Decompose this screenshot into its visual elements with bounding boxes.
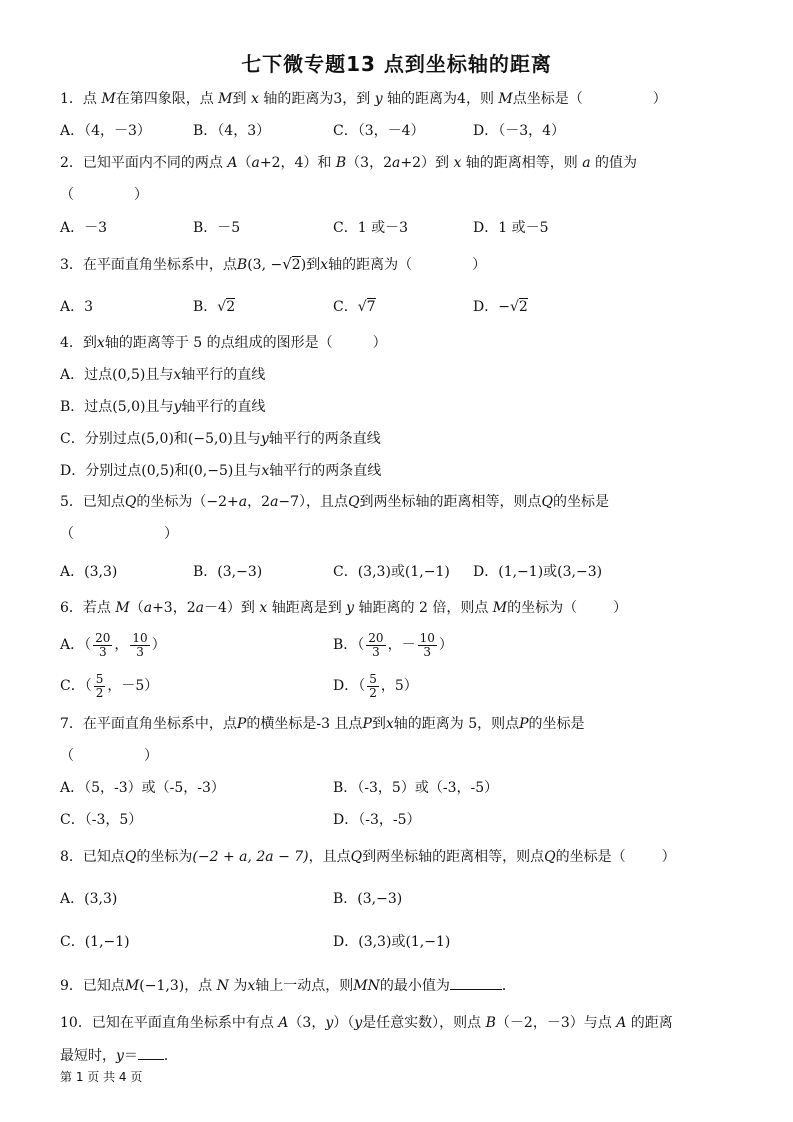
math-expr: (3,3) xyxy=(84,891,118,907)
option-text: ， xyxy=(114,637,129,653)
option-b xyxy=(60,397,265,417)
option-text: 或 xyxy=(543,564,558,580)
question-text: +2，4）和 xyxy=(259,155,336,171)
option-label: A． xyxy=(60,564,85,580)
question-text: 的坐标为（ xyxy=(507,600,578,616)
var-a: a xyxy=(238,494,248,510)
var-Q: Q xyxy=(124,849,137,865)
question-text: －4）到 xyxy=(203,600,260,616)
question-text: ，且点 xyxy=(308,849,351,865)
math-expr: (1,−1) xyxy=(405,934,451,950)
var-A: A xyxy=(227,155,238,171)
var-x: x xyxy=(385,716,394,732)
numerator: 20 xyxy=(95,630,111,645)
question-text: 点坐标是（ xyxy=(512,91,583,107)
var-x: x xyxy=(247,978,256,994)
math-expr: (1,−1) xyxy=(404,564,450,580)
math-expr: (0,−5) xyxy=(188,463,234,479)
question-number: 2． xyxy=(60,155,83,171)
question-4 xyxy=(60,333,387,353)
question-2-paren xyxy=(60,185,148,205)
option-c: C．（3，－4） xyxy=(333,123,425,139)
math-expr: 2 xyxy=(518,299,528,315)
question-text: 的最小值为 xyxy=(379,978,450,994)
math-expr: (5,0) xyxy=(112,399,146,415)
fill-blank xyxy=(138,1045,164,1060)
question-text: （ xyxy=(60,748,74,764)
question-text: （－2，－3）与点 xyxy=(495,1015,617,1031)
var-A: A xyxy=(616,1015,627,1031)
var-Q: Q xyxy=(544,849,556,865)
fraction xyxy=(367,673,379,700)
question-text: 轴的距离为4，则 xyxy=(382,91,499,107)
question-text: ） xyxy=(613,600,628,616)
question-number: 7． xyxy=(60,716,83,732)
option-label: B． xyxy=(193,299,218,315)
question-number: 6． xyxy=(60,600,83,616)
math-expr: 2 xyxy=(291,257,301,273)
var-M: M xyxy=(492,600,508,616)
question-text: 已知点 xyxy=(82,494,125,510)
question-text: 在第四象限，点 xyxy=(115,91,219,107)
question-text: ） xyxy=(134,187,148,203)
option-d: D．（-3，-5） xyxy=(333,812,421,828)
math-expr: (3,−3) xyxy=(557,564,603,580)
var-Q: Q xyxy=(348,494,360,510)
option-a: A．（4，－3） xyxy=(60,123,151,139)
question-text: ）（ xyxy=(333,1015,355,1031)
option-c xyxy=(60,429,381,449)
question-7 xyxy=(60,714,585,734)
var-Q: Q xyxy=(350,849,363,865)
option-d xyxy=(333,932,450,952)
option-label: C． xyxy=(60,934,85,950)
sqrt-icon: √ xyxy=(217,299,227,315)
option-label: D．（ xyxy=(333,678,366,694)
question-text: 的坐标是 xyxy=(553,494,610,510)
option-text: 且与 xyxy=(145,399,174,415)
numerator: 5 xyxy=(95,671,104,686)
question-text: 已知在平面直角坐标系中有点 xyxy=(91,1015,279,1031)
question-text: +3，2 xyxy=(152,600,196,616)
question-text: 为 xyxy=(228,978,248,994)
option-label: C． xyxy=(333,299,358,315)
var-M: M xyxy=(124,978,140,994)
var-y: y xyxy=(260,431,269,447)
question-text: 轴距离是到 xyxy=(267,600,347,616)
question-text: ） xyxy=(472,257,487,273)
var-MN: MN xyxy=(353,978,380,994)
math-expr: (−2 + a, 2a − 7) xyxy=(192,849,309,865)
option-c xyxy=(333,297,376,317)
question-text: ． xyxy=(501,978,516,994)
question-number: 4． xyxy=(60,335,83,351)
var-y: y xyxy=(346,600,355,616)
question-text: 的横坐标是-3 且点 xyxy=(246,716,363,732)
option-d xyxy=(473,297,528,317)
question-number: 9． xyxy=(60,978,83,994)
question-text: −7），且点 xyxy=(278,494,349,510)
question-text: 已知平面内不同的两点 xyxy=(82,155,228,171)
var-x: x xyxy=(96,335,105,351)
option-label: C．（ xyxy=(60,678,92,694)
question-2 xyxy=(60,153,637,173)
var-B: B xyxy=(236,257,248,273)
option-text: B．过点 xyxy=(60,399,113,415)
var-x: x xyxy=(453,155,462,171)
math-expr: (1,−1) xyxy=(84,934,130,950)
option-b xyxy=(333,630,453,660)
question-text: 的坐标为（−2+ xyxy=(136,494,239,510)
question-text: 点 xyxy=(82,91,102,107)
math-expr: (0,5) xyxy=(141,463,175,479)
fraction xyxy=(94,673,106,700)
option-label: B． xyxy=(333,891,358,907)
question-text: 轴的距离为（ xyxy=(328,257,413,273)
question-6 xyxy=(60,598,627,618)
option-a: A．3 xyxy=(60,299,94,315)
question-text: （3，2 xyxy=(346,155,392,171)
page-title: 七下微专题13 点到坐标轴的距离 xyxy=(241,52,552,76)
option-label: D． xyxy=(333,934,359,950)
var-P: P xyxy=(519,716,529,732)
var-y: y xyxy=(173,399,182,415)
math-expr: (0,5) xyxy=(112,367,146,383)
var-M: M xyxy=(101,91,116,107)
option-c xyxy=(60,671,158,701)
numerator: 10 xyxy=(132,630,148,645)
option-text: 和 xyxy=(173,431,188,447)
question-text: ． xyxy=(163,1048,178,1064)
denominator: 3 xyxy=(98,644,107,659)
var-x: x xyxy=(173,367,182,383)
var-a: a xyxy=(582,155,591,171)
question-text: （ xyxy=(129,600,144,616)
question-5 xyxy=(60,492,609,512)
option-a xyxy=(60,562,117,582)
option-text: A．过点 xyxy=(60,367,113,383)
var-x: x xyxy=(261,463,270,479)
var-a: a xyxy=(391,155,401,171)
question-text: 在平面直角坐标系中，点 xyxy=(82,257,237,273)
option-text: ） xyxy=(438,637,453,653)
option-b: B．－5 xyxy=(193,220,241,236)
question-text: 轴的距离为3，到 xyxy=(258,91,375,107)
question-1 xyxy=(60,89,667,109)
numerator: 5 xyxy=(369,671,377,686)
option-b xyxy=(193,562,262,582)
option-b xyxy=(193,297,235,317)
option-text: 轴平行的直线 xyxy=(181,367,266,383)
denominator: 3 xyxy=(372,644,380,659)
option-label: C． xyxy=(333,564,358,580)
numerator: 20 xyxy=(368,630,384,645)
math-expr: 2 xyxy=(226,299,236,315)
question-10-cont xyxy=(60,1045,178,1066)
var-B: B xyxy=(335,155,347,171)
fraction xyxy=(93,632,112,659)
option-label: D． xyxy=(473,564,499,580)
question-8 xyxy=(60,847,676,867)
numerator: 10 xyxy=(419,630,435,645)
question-text: 轴距离的 2 倍，则点 xyxy=(354,600,493,616)
question-text: ） xyxy=(652,91,667,107)
option-b: B．（-3，5）或（-3，-5） xyxy=(333,780,499,796)
option-a xyxy=(60,365,265,385)
page-footer: 第 1 页 共 4 页 xyxy=(60,1070,143,1084)
question-7-paren xyxy=(60,746,158,766)
option-text: 且与 xyxy=(232,431,261,447)
question-text: 到 xyxy=(306,257,321,273)
denominator: 2 xyxy=(95,685,104,700)
option-d: D．1 或－5 xyxy=(473,220,549,236)
question-text: +2）到 xyxy=(400,155,454,171)
fraction xyxy=(366,632,385,659)
var-P: P xyxy=(362,716,372,732)
var-N: N xyxy=(216,978,229,994)
var-y: y xyxy=(374,91,383,107)
math-expr: ) xyxy=(300,257,307,273)
option-label: A．（ xyxy=(60,637,92,653)
option-c: C．1 或－3 xyxy=(333,220,408,236)
question-3 xyxy=(60,254,486,275)
option-b xyxy=(333,889,402,909)
math-expr: (3,3) xyxy=(357,564,391,580)
math-expr: (3,3) xyxy=(84,564,118,580)
question-text: 到 xyxy=(82,335,97,351)
option-d xyxy=(333,671,418,701)
question-text: ） xyxy=(372,335,387,351)
math-expr: (−5,0) xyxy=(187,431,233,447)
question-text: 的值为 xyxy=(590,155,638,171)
denominator: 3 xyxy=(136,644,144,659)
option-text: ，－ xyxy=(387,637,416,653)
question-number: 5． xyxy=(60,494,83,510)
var-M: M xyxy=(498,91,513,107)
question-text: ＝ xyxy=(123,1048,138,1064)
option-label: B．（ xyxy=(333,637,365,653)
question-text: 在平面直角坐标系中，点 xyxy=(82,716,237,732)
question-text: 最短时， xyxy=(60,1048,116,1064)
var-a: a xyxy=(251,155,260,171)
question-text: （ xyxy=(60,187,74,203)
option-d xyxy=(473,562,602,582)
option-b: B．（4，3） xyxy=(193,123,271,139)
question-text: ，点 xyxy=(184,978,217,994)
question-text: 到 xyxy=(232,91,251,107)
question-text: 到两坐标轴的距离相等，则点 xyxy=(359,494,542,510)
var-a: a xyxy=(195,600,204,616)
question-text: （3， xyxy=(288,1015,326,1031)
question-number: 8． xyxy=(60,849,83,865)
question-10 xyxy=(60,1013,673,1033)
option-label: A． xyxy=(60,891,85,907)
question-text: 到两坐标轴的距离相等，则点 xyxy=(362,849,545,865)
question-text: （ xyxy=(237,155,252,171)
var-A: A xyxy=(278,1015,289,1031)
var-B: B xyxy=(485,1015,496,1031)
question-text: ） xyxy=(164,526,178,542)
question-text: 的坐标是（ xyxy=(555,849,626,865)
question-text: 的距离 xyxy=(626,1015,673,1031)
question-text: 是任意实数），则点 xyxy=(362,1015,486,1031)
question-9 xyxy=(60,975,516,996)
var-Q: Q xyxy=(124,494,137,510)
sqrt-icon: √ xyxy=(357,299,367,315)
option-label: B． xyxy=(193,564,218,580)
var-P: P xyxy=(236,716,247,732)
math-expr: (5,0) xyxy=(140,431,174,447)
sqrt-icon: √ xyxy=(282,255,292,273)
fraction xyxy=(130,632,149,659)
math-expr: (−1,3) xyxy=(139,978,185,994)
question-text: 轴的距离为 5，则点 xyxy=(393,716,520,732)
var-x: x xyxy=(259,600,268,616)
math-expr: (3,−3) xyxy=(217,564,263,580)
denominator: 2 xyxy=(369,685,377,700)
question-text: 轴的距离相等，则 xyxy=(461,155,583,171)
var-x: x xyxy=(320,257,329,273)
math-expr: 7 xyxy=(366,299,376,315)
question-number: 10． xyxy=(60,1015,92,1031)
math-expr: (3, − xyxy=(247,257,283,273)
option-text: ，5） xyxy=(380,678,418,694)
option-d xyxy=(60,461,381,481)
option-c: C．（-3，5） xyxy=(60,812,143,828)
question-text: 若点 xyxy=(82,600,116,616)
fill-blank xyxy=(450,975,502,990)
math-expr: (3,−3) xyxy=(357,891,403,907)
option-text: ，－5） xyxy=(107,678,159,694)
option-c xyxy=(333,562,450,582)
option-text: D．分别过点 xyxy=(60,463,142,479)
option-text: 和 xyxy=(174,463,189,479)
question-text: 的坐标是 xyxy=(528,716,585,732)
option-text: ） xyxy=(151,637,166,653)
var-x: x xyxy=(250,91,259,107)
option-c xyxy=(60,932,130,952)
question-text: 的坐标为 xyxy=(136,849,193,865)
option-a: A．（5，-3）或（-5，-3） xyxy=(60,780,225,796)
question-text: 轴上一动点，则 xyxy=(255,978,354,994)
option-a xyxy=(60,889,117,909)
option-d: D．（－3，4） xyxy=(473,123,566,139)
var-a: a xyxy=(143,600,153,616)
var-y: y xyxy=(116,1048,124,1064)
fraction xyxy=(418,632,437,659)
option-text: 或 xyxy=(391,934,406,950)
question-text: ） xyxy=(144,748,158,764)
option-text: 轴平行的直线 xyxy=(181,399,266,415)
option-text: 且与 xyxy=(145,367,174,383)
option-a: A．－3 xyxy=(60,220,108,236)
question-text: 轴的距离等于 5 的点组成的图形是（ xyxy=(104,335,333,351)
sqrt-icon: √ xyxy=(509,299,519,315)
var-y: y xyxy=(354,1015,363,1031)
question-text: ，2 xyxy=(247,494,271,510)
var-M: M xyxy=(218,91,233,107)
option-text: 轴平行的两条直线 xyxy=(268,431,381,447)
option-text: 轴平行的两条直线 xyxy=(269,463,382,479)
question-text: 已知点 xyxy=(82,849,125,865)
question-text: ） xyxy=(661,849,676,865)
question-number: 1． xyxy=(60,91,83,107)
question-5-paren xyxy=(60,524,178,544)
question-text: 已知点 xyxy=(82,978,125,994)
question-text: 到 xyxy=(371,716,386,732)
denominator: 3 xyxy=(423,644,432,659)
option-a xyxy=(60,630,166,660)
var-a: a xyxy=(270,494,279,510)
option-text: C．分别过点 xyxy=(60,431,141,447)
var-Q: Q xyxy=(541,494,554,510)
question-text: （ xyxy=(60,526,74,542)
question-number: 3． xyxy=(60,257,83,273)
math-expr: (1,−1) xyxy=(498,564,544,580)
math-expr: (3,3) xyxy=(358,934,392,950)
option-text: 且与 xyxy=(233,463,262,479)
var-M: M xyxy=(115,600,130,616)
option-label: D．− xyxy=(473,299,510,315)
var-y: y xyxy=(325,1015,334,1031)
option-text: 或 xyxy=(390,564,405,580)
